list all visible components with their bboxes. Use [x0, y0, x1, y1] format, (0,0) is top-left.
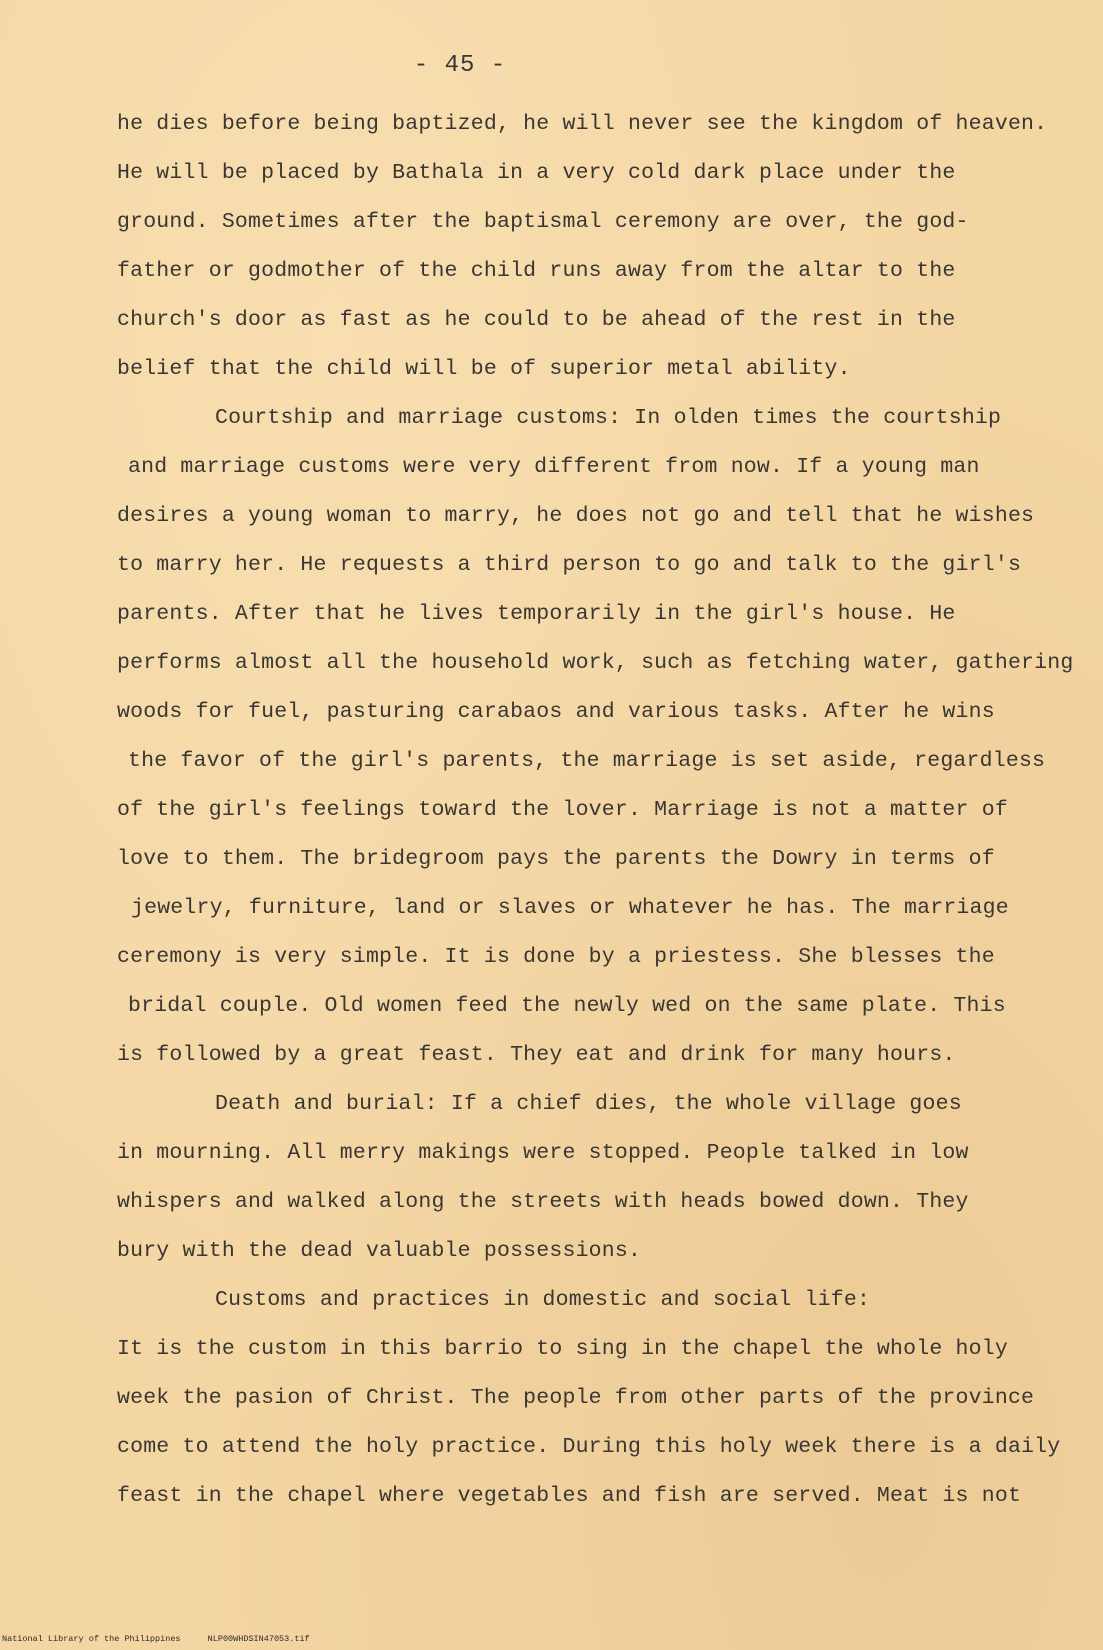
text-line: is followed by a great feast. They eat and drink for many hours.: [117, 1043, 956, 1067]
footer-library: National Library of the Philippines: [2, 1634, 181, 1644]
text-line: he dies before being baptized, he will never see the kingdom of heaven.: [117, 112, 1048, 136]
text-line: It is the custom in this barrio to sing in the chapel the whole holy: [117, 1337, 1008, 1361]
text-line: ceremony is very simple. It is done by a priestess. She blesses the: [117, 945, 995, 969]
text-line: ground. Sometimes after the baptismal ceremony are over, the god-: [117, 210, 969, 234]
text-line: desires a young woman to marry, he does not go and tell that he wishes: [117, 504, 1035, 528]
text-line: He will be placed by Bathala in a very cold dark place under the: [117, 161, 956, 185]
text-line: whispers and walked along the streets with heads bowed down. They: [117, 1190, 969, 1214]
text-line: in mourning. All merry makings were stopped. People talked in low: [117, 1141, 969, 1165]
section-heading-courtship: Courtship and marriage customs: In olden times the courtship: [215, 406, 1002, 430]
text-line: belief that the child will be of superior metal ability.: [117, 357, 851, 381]
section-heading-customs: Customs and practices in domestic and social life:: [215, 1288, 871, 1312]
text-line: church's door as fast as he could to be ahead of the rest in the: [117, 308, 956, 332]
text-line: performs almost all the household work, such as fetching water, gathering: [117, 651, 1074, 675]
text-line: the favor of the girl's parents, the marriage is set aside, regardless: [128, 749, 1046, 773]
text-line: father or godmother of the child runs away from the altar to the: [117, 259, 956, 283]
text-line: week the pasion of Christ. The people from other parts of the province: [117, 1386, 1035, 1410]
footer-filename: NLP00WHDSIN47053.tif: [207, 1634, 310, 1644]
text-line: parents. After that he lives temporarily in the girl's house. He: [117, 602, 956, 626]
text-line: woods for fuel, pasturing carabaos and various tasks. After he wins: [117, 700, 995, 724]
scan-footer: [2, 1634, 310, 1644]
page-number: - 45 -: [413, 52, 507, 79]
text-line: come to attend the holy practice. During this holy week there is a daily: [117, 1435, 1061, 1459]
text-line: bridal couple. Old women feed the newly wed on the same plate. This: [128, 994, 1006, 1018]
section-heading-death: Death and burial: If a chief dies, the whole village goes: [215, 1092, 962, 1116]
text-line: love to them. The bridegroom pays the parents the Dowry in terms of: [117, 847, 995, 871]
text-line: of the girl's feelings toward the lover. Marriage is not a matter of: [117, 798, 1008, 822]
text-line: jewelry, furniture, land or slaves or whatever he has. The marriage: [131, 896, 1009, 920]
text-line: bury with the dead valuable possessions.: [117, 1239, 642, 1263]
text-line: and marriage customs were very different from now. If a young man: [128, 455, 980, 479]
text-line: to marry her. He requests a third person to go and talk to the girl's: [117, 553, 1022, 577]
text-line: feast in the chapel where vegetables and fish are served. Meat is not: [117, 1484, 1022, 1508]
